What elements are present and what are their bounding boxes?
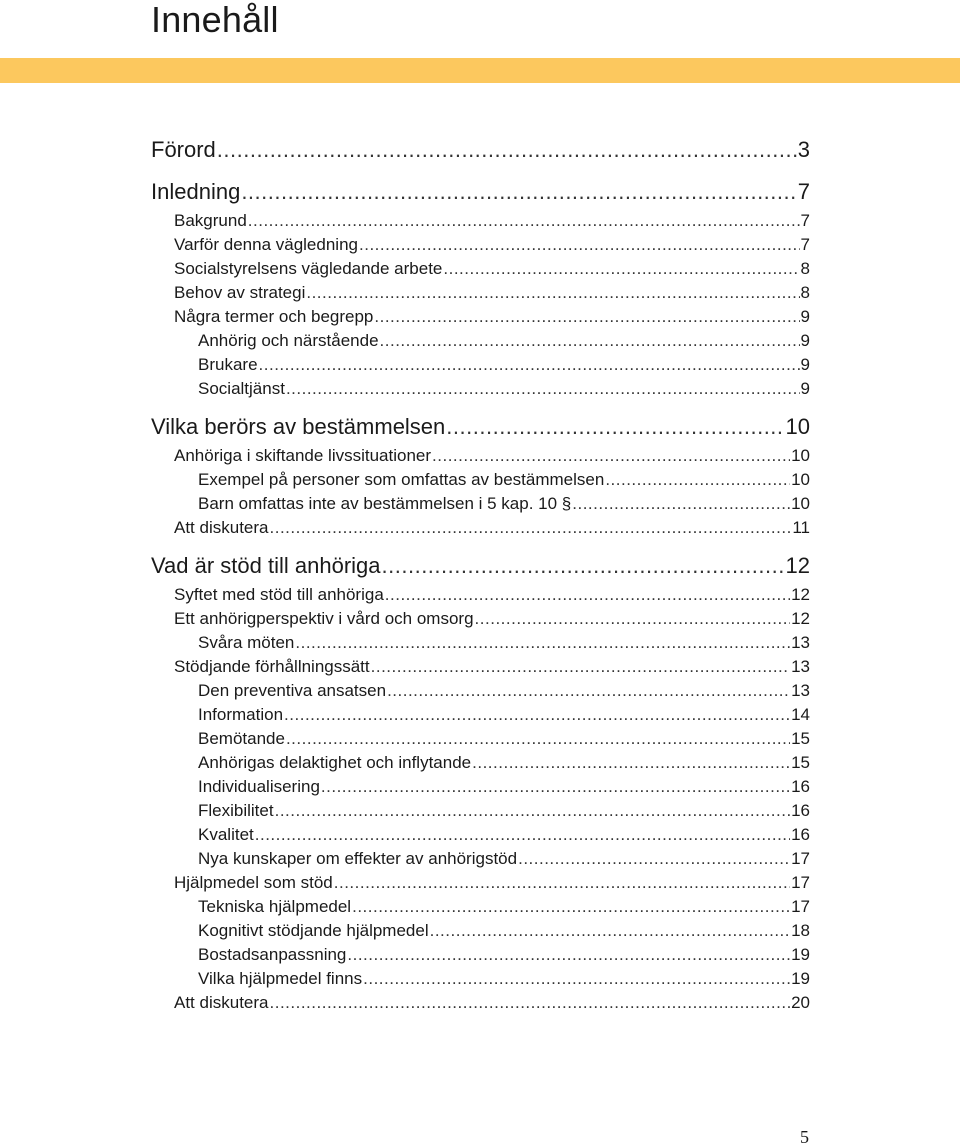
toc-entry[interactable] xyxy=(151,679,810,703)
toc-entry-label: Att diskutera xyxy=(174,993,269,1012)
toc-entry[interactable] xyxy=(151,468,810,492)
toc-entry[interactable] xyxy=(151,134,810,166)
dot-leader xyxy=(387,679,790,703)
toc-entry[interactable] xyxy=(151,492,810,516)
toc-entry-page-number: 15 xyxy=(791,729,810,748)
toc-entry-label: Inledning xyxy=(151,179,241,204)
dot-leader xyxy=(380,329,800,353)
toc-entry-label: Bostadsanpassning xyxy=(198,945,347,964)
toc-entry-page-number: 17 xyxy=(791,873,810,892)
toc-entry-label: Varför denna vägledning xyxy=(174,235,358,254)
toc-entry-page-number: 11 xyxy=(792,518,810,537)
dot-leader xyxy=(241,174,796,209)
toc-entry-page-number: 20 xyxy=(791,993,810,1012)
toc-entry-label: Vilka berörs av bestämmelsen xyxy=(151,414,446,439)
toc-entry-page-number: 17 xyxy=(791,849,810,868)
dot-leader xyxy=(334,871,790,895)
toc-entry-page-number: 13 xyxy=(791,657,810,676)
toc-entry-label: Den preventiva ansatsen xyxy=(198,681,387,700)
toc-entry[interactable] xyxy=(151,895,810,919)
dot-leader xyxy=(286,377,800,401)
toc-entry-label: Hjälpmedel som stöd xyxy=(174,873,333,892)
toc-entry-page-number: 12 xyxy=(785,553,810,578)
toc-entry-page-number: 19 xyxy=(791,945,810,964)
toc-entry-page-number: 15 xyxy=(791,753,810,772)
dot-leader xyxy=(255,823,790,847)
toc-entry[interactable] xyxy=(151,919,810,943)
toc-entry-page-number: 17 xyxy=(791,897,810,916)
toc-entry[interactable] xyxy=(151,409,810,444)
toc-entry-label: Syftet med stöd till anhöriga xyxy=(174,585,384,604)
toc-entry-label: Tekniska hjälpmedel xyxy=(198,897,352,916)
toc-entry-label: Exempel på personer som omfattas av bestämmelsen xyxy=(198,470,605,489)
toc-entry-page-number: 3 xyxy=(797,137,810,162)
toc-entry-page-number: 8 xyxy=(800,283,810,302)
toc-entry[interactable] xyxy=(151,257,810,281)
toc-entry[interactable] xyxy=(151,377,810,401)
toc-entry-label: Kvalitet xyxy=(198,825,254,844)
toc-entry-label: Vad är stöd till anhöriga xyxy=(151,553,381,578)
toc-entry[interactable] xyxy=(151,847,810,871)
dot-leader xyxy=(321,775,790,799)
toc-entry-label: Att diskutera xyxy=(174,518,269,537)
toc-entry-label: Behov av strategi xyxy=(174,283,306,302)
toc-entry-page-number: 16 xyxy=(791,801,810,820)
toc-entry-page-number: 7 xyxy=(797,179,810,204)
toc-entry[interactable] xyxy=(151,353,810,377)
dot-leader xyxy=(374,305,799,329)
toc-entry[interactable] xyxy=(151,823,810,847)
toc-entry-label: Bemötande xyxy=(198,729,285,748)
toc-entry[interactable] xyxy=(151,516,810,540)
toc-entry[interactable] xyxy=(151,727,810,751)
toc-entry[interactable] xyxy=(151,655,810,679)
toc-entry-label: Ett anhörigperspektiv i vård och omsorg xyxy=(174,609,474,628)
page-title: Innehåll xyxy=(151,0,279,40)
toc-entry-label: Socialstyrelsens vägledande arbete xyxy=(174,259,443,278)
dot-leader xyxy=(605,468,790,492)
toc-entry[interactable] xyxy=(151,583,810,607)
dot-leader xyxy=(475,607,791,631)
toc-entry-page-number: 16 xyxy=(791,825,810,844)
dot-leader xyxy=(363,967,790,991)
toc-entry-label: Brukare xyxy=(198,355,258,374)
toc-entry-page-number: 7 xyxy=(800,235,810,254)
toc-entry-page-number: 12 xyxy=(791,609,810,628)
toc-entry[interactable] xyxy=(151,281,810,305)
toc-entry-label: Socialtjänst xyxy=(198,379,285,398)
table-of-contents xyxy=(151,134,810,1015)
dot-leader xyxy=(259,353,800,377)
dot-leader xyxy=(284,703,790,727)
toc-entry-page-number: 13 xyxy=(791,633,810,652)
toc-entry[interactable] xyxy=(151,991,810,1015)
toc-entry-page-number: 10 xyxy=(791,494,810,513)
toc-entry[interactable] xyxy=(151,209,810,233)
toc-entry-label: Anhörigas delaktighet och inflytande xyxy=(198,753,472,772)
toc-entry-page-number: 9 xyxy=(800,331,810,350)
toc-entry-label: Anhöriga i skiftande livssituationer xyxy=(174,446,432,465)
dot-leader xyxy=(443,257,799,281)
dot-leader xyxy=(217,134,797,166)
dot-leader xyxy=(270,516,792,540)
toc-entry[interactable] xyxy=(151,967,810,991)
toc-entry[interactable] xyxy=(151,631,810,655)
toc-entry-page-number: 7 xyxy=(800,211,810,230)
toc-entry-label: Nya kunskaper om effekter av anhörigstöd xyxy=(198,849,518,868)
toc-entry-page-number: 8 xyxy=(800,259,810,278)
toc-entry-label: Stödjande förhållningssätt xyxy=(174,657,370,676)
dot-leader xyxy=(572,492,790,516)
toc-entry[interactable] xyxy=(151,174,810,209)
toc-entry-page-number: 9 xyxy=(800,307,810,326)
dot-leader xyxy=(385,583,790,607)
toc-entry-label: Barn omfattas inte av bestämmelsen i 5 kap. 10 § xyxy=(198,494,572,513)
toc-entry-label: Några termer och begrepp xyxy=(174,307,374,326)
dot-leader xyxy=(295,631,790,655)
toc-entry-label: Vilka hjälpmedel finns xyxy=(198,969,363,988)
dot-leader xyxy=(446,409,784,444)
toc-entry-page-number: 12 xyxy=(791,585,810,604)
toc-entry[interactable] xyxy=(151,799,810,823)
dot-leader xyxy=(382,548,785,583)
toc-entry-page-number: 14 xyxy=(791,705,810,724)
dot-leader xyxy=(248,209,800,233)
dot-leader xyxy=(371,655,790,679)
toc-entry-label: Kognitivt stödjande hjälpmedel xyxy=(198,921,429,940)
toc-entry-page-number: 9 xyxy=(800,379,810,398)
toc-entry[interactable] xyxy=(151,751,810,775)
dot-leader xyxy=(347,943,790,967)
toc-entry-page-number: 18 xyxy=(791,921,810,940)
dot-leader xyxy=(472,751,790,775)
toc-entry[interactable] xyxy=(151,943,810,967)
toc-entry[interactable] xyxy=(151,871,810,895)
toc-entry[interactable] xyxy=(151,444,810,468)
toc-entry[interactable] xyxy=(151,548,810,583)
toc-entry[interactable] xyxy=(151,703,810,727)
dot-leader xyxy=(359,233,800,257)
toc-entry-page-number: 13 xyxy=(791,681,810,700)
page-number: 5 xyxy=(800,1127,809,1147)
dot-leader xyxy=(352,895,790,919)
dot-leader xyxy=(430,919,790,943)
toc-entry-label: Information xyxy=(198,705,284,724)
toc-entry-label: Flexibilitet xyxy=(198,801,274,820)
toc-entry-page-number: 10 xyxy=(791,470,810,489)
toc-entry-label: Förord xyxy=(151,137,216,162)
toc-entry[interactable] xyxy=(151,233,810,257)
dot-leader xyxy=(270,991,791,1015)
dot-leader xyxy=(306,281,799,305)
dot-leader xyxy=(518,847,790,871)
dot-leader xyxy=(275,799,790,823)
toc-entry-page-number: 10 xyxy=(785,414,810,439)
toc-entry[interactable] xyxy=(151,607,810,631)
toc-entry-page-number: 16 xyxy=(791,777,810,796)
toc-entry[interactable] xyxy=(151,305,810,329)
toc-entry-label: Bakgrund xyxy=(174,211,247,230)
toc-entry-page-number: 19 xyxy=(791,969,810,988)
toc-entry-page-number: 10 xyxy=(791,446,810,465)
dot-leader xyxy=(286,727,790,751)
header-accent-band xyxy=(0,58,960,83)
dot-leader xyxy=(432,444,790,468)
toc-entry-label: Anhörig och närstående xyxy=(198,331,379,350)
toc-entry-page-number: 9 xyxy=(800,355,810,374)
toc-entry-label: Svåra möten xyxy=(198,633,295,652)
toc-entry[interactable] xyxy=(151,775,810,799)
toc-entry[interactable] xyxy=(151,329,810,353)
toc-entry-label: Individualisering xyxy=(198,777,320,796)
